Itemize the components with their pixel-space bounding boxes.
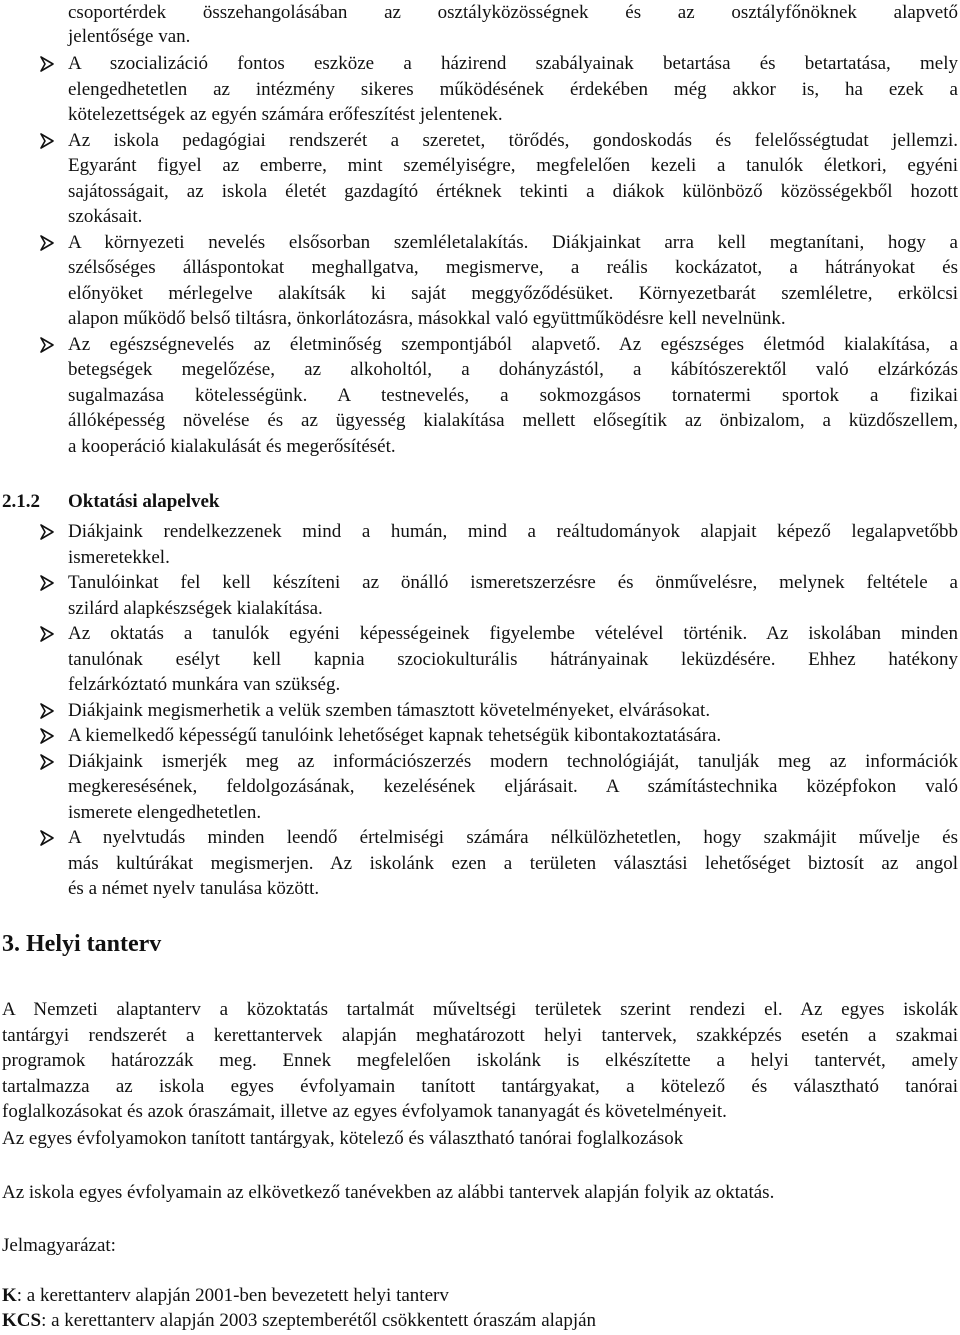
paragraph-line: tantárgyi rendszerét a kerettantervek alapján meghatározott helyi tantervek, szakképzés esetén a szakmai [2, 1024, 958, 1046]
paragraph-line: csoportérdek összehangolásában az osztályközösségnek és az osztályfőnöknek alapvető [68, 2, 958, 23]
list-item-line: sajátosságait, az iskola életét gazdagító értéknek tekinti a diákok különböző közösségekből hozott [68, 180, 958, 202]
list-item-line: Diákjaink ismerjék meg az információszerzés modern technológiáját, tanulják meg az információk [68, 750, 958, 772]
list-item-line: szokásait. [68, 206, 143, 227]
list-item-line: szilárd alapkészségek kialakítása. [68, 597, 323, 619]
list-item-line: Az iskola pedagógiai rendszerét a szeretet, törődés, gondoskodás és felelősségtudat jellemzi. [68, 129, 958, 151]
list-item-line: más kultúrákat megismerjen. Az iskolánk ezen a területen választási lehetőséget biztosít az angol [68, 852, 958, 874]
arrowhead-bullet-icon [40, 51, 60, 76]
list-item-line: Az oktatás a tanulók egyéni képességeinek figyelembe vételével történik. Az iskolában minden [68, 623, 958, 644]
paragraph-line: A Nemzeti alaptanterv a közoktatás tartalmát műveltségi területek szerint rendezi el. Az egyes iskolák [2, 999, 958, 1020]
list-item-line: állóképesség növelése és az ügyesség kialakítása mellett elősegítik az önbizalom, a küzdőszellem, [68, 410, 958, 431]
list-item-line: betegségek megelőzése, az alkoholtól, a dohányzástól, a kábítószerektől való elzárkózás [68, 359, 958, 380]
legend-title: Jelmagyarázat: [2, 1235, 116, 1256]
list-item-line: sugalmazása kötelességünk. A testnevelés, a sokmozgásos tornatermi sportok a fizikai [68, 384, 958, 406]
list-item-line: megkeresésének, feldolgozásának, kezelésének eljárásait. A számítástechnika középfokon való [68, 776, 958, 797]
list-item-line: elengedhetetlen az intézmény sikeres működésének érdekében még akkor is, ha ezek a [68, 78, 958, 100]
list-item-line: A nyelvtudás minden leendő értelmiségi számára nélkülözhetetlen, hogy szakmájit művelje és [68, 827, 958, 848]
section-number: 2.1.2 [2, 491, 40, 512]
paragraph-line: jelentősége van. [68, 26, 191, 47]
list-item-line: A szocializáció fontos eszköze a házirend szabályainak betartása és betartatása, mely [68, 53, 958, 74]
list-item-line: szélsőséges álláspontokat meghallgatva, megismerve, a reális kockázatot, a hátrányokat és [68, 257, 958, 278]
arrowhead-bullet-icon [40, 723, 60, 748]
list-item-line: alapon működő belső tiltásra, önkorlátozásra, másokkal való együttműködésre kell nevelnünk. [68, 308, 786, 329]
arrowhead-bullet-icon [40, 128, 60, 153]
legend-text: : a kerettanterv alapján 2001-ben bevezetett helyi tanterv [16, 1285, 449, 1306]
paragraph-line: foglalkozásokat és azok óraszámait, illetve az egyes évfolyamok tananyagát és követelményeit. [2, 1101, 727, 1122]
arrowhead-bullet-icon [40, 332, 60, 357]
paragraph-line: programok határozzák meg. Ennek megfelelően iskolánk is elkészítette a helyi tantervét, amely [2, 1050, 958, 1071]
arrowhead-bullet-icon [40, 519, 60, 544]
list-item-line: előnyöket mérlegelve alakítsák ki saját meggyőződésüket. Környezetbarát szemléletre, erkölcsi [68, 282, 958, 304]
arrowhead-bullet-icon [40, 570, 60, 595]
list-item-line: a kooperáció kialakulását és megerősítését. [68, 435, 396, 457]
legend-code: KCS [2, 1310, 42, 1331]
list-item-line: A kiemelkedő képességű tanulóink lehetőséget kapnak tehetségük kibontakoztatására. [68, 725, 722, 746]
legend-code: K [2, 1285, 17, 1306]
list-item-line: Diákjaink rendelkezzenek mind a humán, mind a reáltudományok alapjait képező legalapvetőbb [68, 521, 958, 542]
arrowhead-bullet-icon [40, 621, 60, 646]
list-item-line: Diákjaink megismerhetik a velük szemben támasztott követelményeket, elvárásokat. [68, 699, 711, 721]
list-item-line: felzárkóztató munkára van szükség. [68, 674, 341, 695]
arrowhead-bullet-icon [40, 825, 60, 850]
section-title: Oktatási alapelvek [68, 491, 220, 512]
arrowhead-bullet-icon [40, 230, 60, 255]
list-item-line: A környezeti nevelés elsősorban szemléletalakítás. Diákjainkat arra kell megtanítani, hogy a [68, 231, 958, 253]
section-heading: 3. Helyi tanterv [2, 931, 162, 957]
list-item-line: Egyaránt figyel az emberre, mint személyiségre, megfelelően kezeli a tanulók életkori, egyéni [68, 155, 958, 176]
list-item-line: ismeretekkel. [68, 546, 170, 568]
list-item-line: tanulónak esélyt kell kapnia szociokulturális hátrányainak leküzdésére. Ehhez hatékony [68, 648, 958, 670]
list-item-line: kötelezettségek az egyén számára erőfeszítést jelentenek. [68, 104, 503, 125]
legend-entry [2, 1283, 449, 1308]
list-item-line: Az egészségnevelés az életminőség szempontjából alapvető. Az egészséges életmód kialakítása, a [68, 333, 958, 355]
arrowhead-bullet-icon [40, 749, 60, 774]
list-item-line: Tanulóinkat fel kell készíteni az önálló ismeretszerzésre és önművelésre, melynek feltétele a [68, 572, 958, 593]
legend-entry [2, 1308, 596, 1333]
list-item-line: ismerete elengedhetetlen. [68, 801, 262, 823]
arrowhead-bullet-icon [40, 698, 60, 723]
legend-text: : a kerettanterv alapján 2003 szeptemberétől csökkentett óraszám alapján [41, 1310, 597, 1331]
paragraph-line: Az iskola egyes évfolyamain az elkövetkező tanévekben az alábbi tantervek alapján folyik az oktatás. [2, 1182, 775, 1203]
table-caption: Az egyes évfolyamokon tanított tantárgyak, kötelező és választható tanórai foglalkozások [2, 1128, 684, 1149]
paragraph-line: tartalmazza az iskola egyes évfolyamain tanított tantárgyakat, a kötelező és választható tanórai [2, 1075, 958, 1097]
list-item-line: és a német nyelv tanulása között. [68, 878, 320, 899]
